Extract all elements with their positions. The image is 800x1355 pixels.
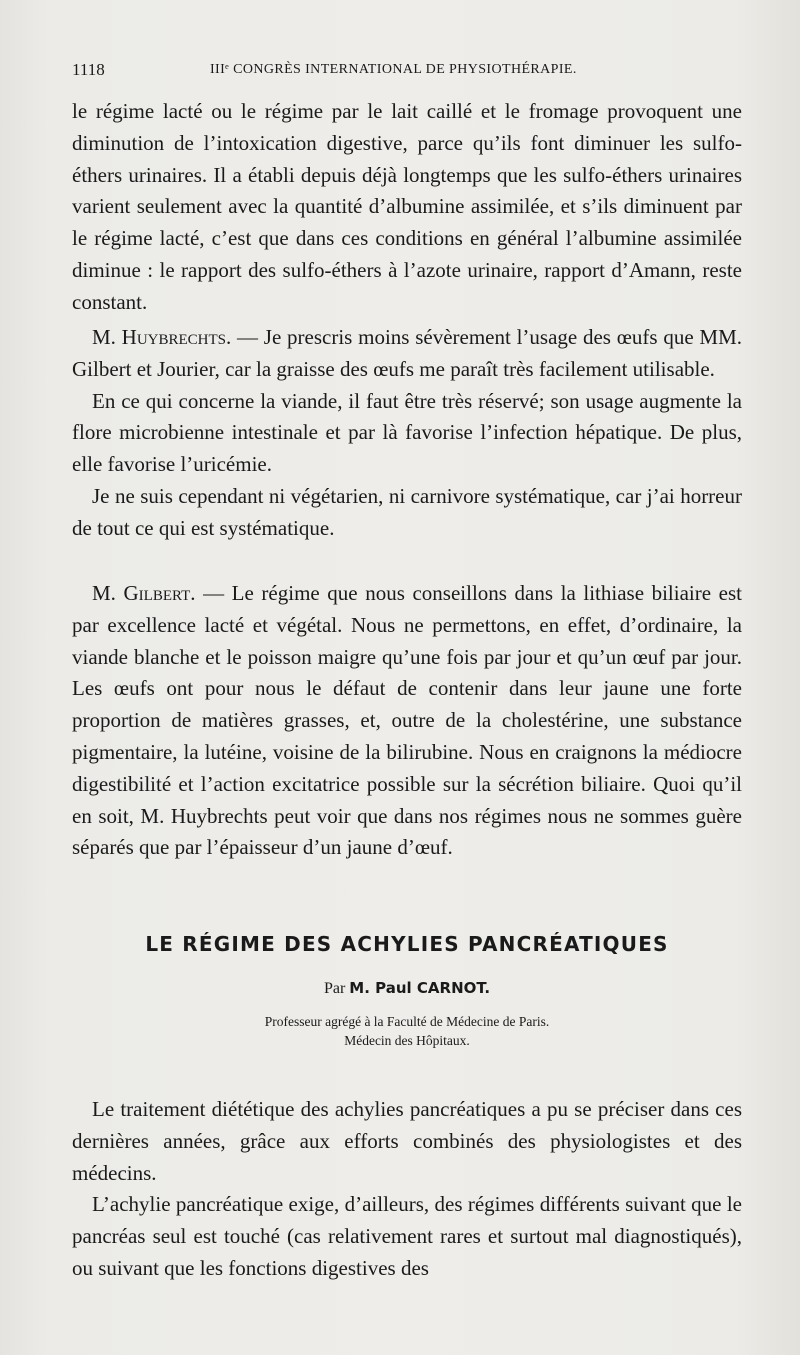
discussion-gilbert [72,578,742,864]
speaker-name: M. Gilbert. [92,581,196,605]
affiliation-line: Médecin des Hôpitaux. [344,1033,470,1048]
paragraph-text: — Le régime que nous conseillons dans la lithiase biliaire est par excellence lacté et végétal. Nous ne permettons, en effet, d’ordinaire, la viande blanche et le poisson maigre qu’une fois par jour et qu’un œuf par jour. Les œufs ont pour nous le défaut de contenir dans leur jaune une forte proportion de matières grasses, et, outre de la cholestérine, une substance pigmentaire, la lutéine, voisine de la bilirubine. Nous en craignons la médiocre digestibilité et l’action excitatrice possible sur la sécrétion biliaire. Quoi qu’il en soit, M. Huybrechts peut voir que dans nos régimes nous ne sommes guère séparés que par l’épaisseur d’un jaune d’œuf. [72,581,742,860]
discussion-huybrechts [72,322,742,545]
paragraph-text: — Je prescris moins sévèrement l’usage des œufs que MM. Gilbert et Jourier, car la graisse des œufs me paraît très facilement utilisable. [72,325,742,381]
discussion-continuation [72,96,742,319]
speaker-name: M. Huybrechts. [92,325,232,349]
page-header [72,60,740,84]
affiliation-line: Professeur agrégé à la Faculté de Médecine de Paris. [264,1014,550,1029]
paragraph: Je ne suis cependant ni végétarien, ni carnivore systématique, car j’ai horreur de tout ce qui est systématique. [72,483,742,540]
byline-prefix: Par [323,980,350,997]
article-title: LE RÉGIME DES ACHYLIES PANCRÉATIQUES [145,932,669,956]
page-number: 1118 [72,60,105,79]
running-title: IIIᵉ CONGRÈS INTERNATIONAL DE PHYSIOTHÉRAPIE. [210,62,577,77]
byline [72,979,742,998]
author-affiliation [72,1012,742,1050]
paragraph: L’achylie pancréatique exige, d’ailleurs, des régimes différents suivant que le pancréas seul est touché (cas relativement rares et surtout mal diagnostiqués), ou suivant que les fonctions digestives des [72,1192,742,1280]
author-name: M. Paul CARNOT. [349,979,491,997]
paragraph [72,322,742,386]
article-body [72,1094,742,1285]
paragraph: En ce qui concerne la viande, il faut être très réservé; son usage augmente la flore microbienne intestinale et par là favorise l’infection hépatique. De plus, elle favorise l’uricémie. [72,388,742,477]
paragraph [72,578,742,864]
paragraph: le régime lacté ou le régime par le lait caillé et le fromage provoquent une diminution de l’intoxication digestive, parce qu’ils font diminuer les sulfo-éthers urinaires. Il a établi depuis déjà longtemps que les sulfo-éthers urinaires varient seulement avec la quantité d’albumine assimilée, et s’ils diminuent par le régime lacté, c’est que dans ces conditions en général l’albumine assimilée diminue : le rapport des sulfo-éthers à l’azote urinaire, rapport d’Amann, reste constant. [72,99,742,314]
paragraph: Le traitement diététique des achylies pancréatiques a pu se préciser dans ces dernières années, grâce aux efforts combinés des physiologistes et des médecins. [72,1097,742,1185]
